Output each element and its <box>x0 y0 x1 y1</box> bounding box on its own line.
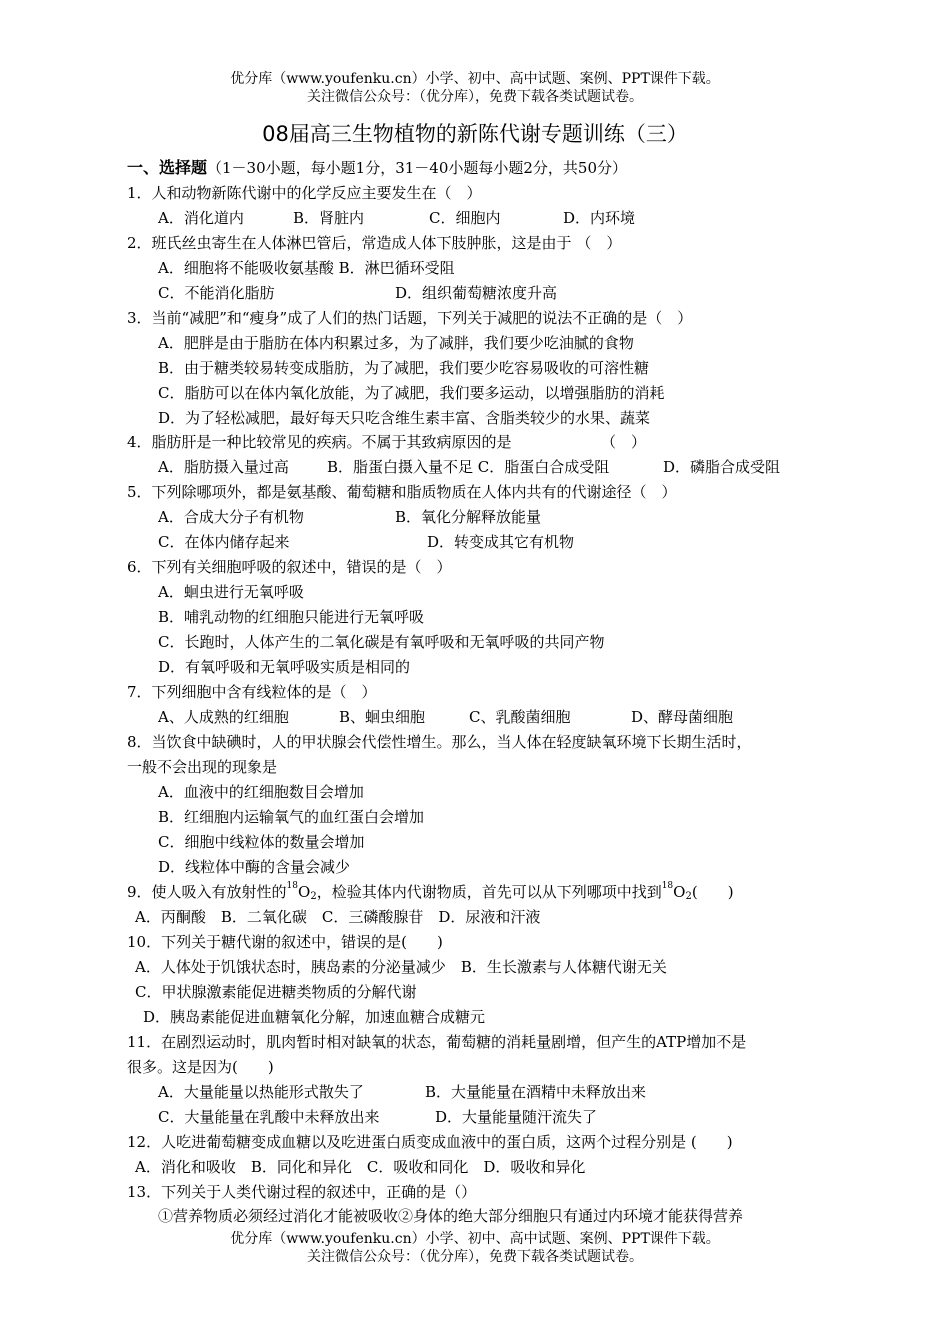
question-8-stem-1: 8．当饮食中缺碘时，人的甲状腺会代偿性增生。那么，当人体在轻度缺氧环境下长期生活时， <box>127 733 752 751</box>
q1-option-c: C．细胞内 <box>429 209 501 227</box>
footer-line-1: 优分库（www.youfenku.cn）小学、初中、高中试题、案例、PPT课件下载。 <box>230 1231 720 1247</box>
q13-statement-line: ①营养物质必须经过消化才能被吸收②身体的绝大部分细胞只有通过内环境才能获得营养 <box>158 1207 744 1225</box>
q3-option-c: C．脂肪可以在体内氧化放能，为了减肥，我们要多运动，以增强脂肪的消耗 <box>158 384 665 402</box>
footer-line-2: 关注微信公众号：（优分库），免费下载各类试题试卷。 <box>307 1249 643 1265</box>
question-2-options <box>127 283 927 303</box>
question-4-stem: 4．脂肪肝是一种比较常见的疾病。不属于其致病原因的是 <box>127 433 512 451</box>
q6-option-a: A．蛔虫进行无氧呼吸 <box>158 583 304 601</box>
question-5-stem: 5．下列除哪项外，都是氨基酸、葡萄糖和脂质物质在人体内共有的代谢途径（ ） <box>127 483 677 501</box>
question-9-stem <box>127 882 734 902</box>
q10-option-d: D．胰岛素能促进血糖氧化分解，加速血糖合成糖元 <box>143 1008 486 1026</box>
q10-option-ab: A．人体处于饥饿状态时，胰岛素的分泌量减少 B．生长激素与人体糖代谢无关 <box>135 958 667 976</box>
q2-option-ab: A．细胞将不能吸收氨基酸 B．淋巴循环受阻 <box>158 259 455 277</box>
question-7-stem: 7．下列细胞中含有线粒体的是（ ） <box>127 683 377 701</box>
question-11-stem-2: 很多。这是因为( ) <box>127 1058 274 1076</box>
q6-option-c: C．长跑时，人体产生的二氧化碳是有氧呼吸和无氧呼吸的共同产物 <box>158 633 605 651</box>
question-11-options-2 <box>127 1107 927 1127</box>
q7-option-b: B、蛔虫细胞 <box>339 708 426 726</box>
q8-option-a: A．血液中的红细胞数目会增加 <box>158 783 364 801</box>
question-2-stem: 2．班氏丝虫寄生在人体淋巴管后，常造成人体下肢肿胀，这是由于 （ ） <box>127 234 622 252</box>
q9-isotope-1: 18 <box>286 881 298 891</box>
question-4-stem-line <box>127 432 927 452</box>
q11-option-a: A．大量能量以热能形式散失了 <box>158 1083 364 1101</box>
question-6-stem: 6．下列有关细胞呼吸的叙述中，错误的是（ ） <box>127 558 452 576</box>
q6-option-d: D．有氧呼吸和无氧呼吸实质是相同的 <box>158 658 411 676</box>
q5-option-a: A．合成大分子有机物 <box>158 508 304 526</box>
q8-option-b: B．红细胞内运输氧气的血红蛋白会增加 <box>158 808 425 826</box>
q3-option-a: A．肥胖是由于脂肪在体内积累过多，为了减胖，我们要少吃油腻的食物 <box>158 334 634 352</box>
q6-option-b: B．哺乳动物的红细胞只能进行无氧呼吸 <box>158 608 425 626</box>
page-title: 08届高三生物植物的新陈代谢专题训练（三） <box>262 122 688 146</box>
q11-option-b: B．大量能量在酒精中未释放出来 <box>425 1083 647 1101</box>
q7-option-d: D、酵母菌细胞 <box>631 708 734 726</box>
question-12-stem: 12．人吃进葡萄糖变成血糖以及吃进蛋白质变成血液中的蛋白质，这两个过程分别是 ( ) <box>127 1133 733 1151</box>
question-5-options-1 <box>127 507 927 527</box>
q5-option-b: B．氧化分解释放能量 <box>395 508 542 526</box>
q9-isotope-2: 18 <box>661 881 674 891</box>
question-7-options <box>127 707 927 727</box>
question-11-options-1 <box>127 1082 927 1102</box>
q3-option-d: D．为了轻松减肥，最好每天只吃含维生素丰富、含脂类较少的水果、蔬菜 <box>158 409 651 427</box>
q4-answer-paren: （ ） <box>601 433 647 451</box>
q4-option-d: D．磷脂合成受阻 <box>663 458 781 476</box>
section-note: （1－30小题，每小题1分，31－40小题每小题2分，共50分） <box>207 159 627 177</box>
q7-option-a: A、人成熟的红细胞 <box>158 708 289 726</box>
q2-option-c: C．不能消化脂肪 <box>158 284 275 302</box>
q10-option-c: C．甲状腺激素能促进糖类物质的分解代谢 <box>135 983 417 1001</box>
q9-oxygen-1: O <box>298 883 311 901</box>
question-11-stem-1: 11．在剧烈运动时，肌肉暂时相对缺氧的状态，葡萄糖的消耗量剧增，但产生的ATP增加不是 <box>127 1033 747 1051</box>
q9-oxygen-2: O <box>673 883 686 901</box>
question-8-stem-2: 一般不会出现的现象是 <box>127 758 278 776</box>
q9-subscript-2: 2 <box>685 891 692 902</box>
q8-option-c: C．细胞中线粒体的数量会增加 <box>158 833 365 851</box>
q9-stem-post: ( ) <box>691 883 734 901</box>
question-1-stem: 1．人和动物新陈代谢中的化学反应主要发生在（ ） <box>127 184 482 202</box>
header-line-1: 优分库（www.youfenku.cn）小学、初中、高中试题、案例、PPT课件下载。 <box>230 71 720 87</box>
q4-option-bc: B．脂蛋白摄入量不足 C．脂蛋白合成受阻 <box>327 458 610 476</box>
q9-stem-pre: 9．使人吸入有放射性的 <box>127 883 287 901</box>
q3-option-b: B．由于糖类较易转变成脂肪，为了减肥，我们要少吃容易吸收的可溶性糖 <box>158 359 650 377</box>
question-5-options-2 <box>127 532 927 552</box>
q2-option-d: D．组织葡萄糖浓度升高 <box>395 284 558 302</box>
question-13-stem: 13．下列关于人类代谢过程的叙述中，正确的是（） <box>127 1183 477 1201</box>
q1-option-a: A．消化道内 <box>158 209 244 227</box>
q8-option-d: D．线粒体中酶的含量会减少 <box>158 858 351 876</box>
q1-option-b: B．肾脏内 <box>293 209 365 227</box>
q1-option-d: D．内环境 <box>563 209 636 227</box>
q11-option-d: D．大量能量随汗流失了 <box>435 1108 598 1126</box>
q7-option-c: C、乳酸菌细胞 <box>469 708 571 726</box>
q9-options: A．丙酮酸 B．二氧化碳 C．三磷酸腺苷 D．尿液和汗液 <box>135 908 541 926</box>
q5-option-d: D．转变成其它有机物 <box>427 533 575 551</box>
question-4-options <box>127 457 927 477</box>
q12-options: A．消化和吸收 B．同化和异化 C．吸收和同化 D．吸收和异化 <box>135 1158 586 1176</box>
q9-stem-mid: ，检验其体内代谢物质，首先可以从下列哪项中找到 <box>316 883 662 901</box>
q11-option-c: C．大量能量在乳酸中未释放出来 <box>158 1108 380 1126</box>
section-title: 一、选择题 <box>127 158 208 177</box>
question-3-stem: 3．当前“减肥”和“瘦身”成了人们的热门话题，下列关于减肥的说法不正确的是（ ） <box>127 309 693 327</box>
section-heading <box>127 158 627 178</box>
question-10-stem: 10．下列关于糖代谢的叙述中，错误的是( ) <box>127 933 443 951</box>
q9-subscript-1: 2 <box>310 891 317 902</box>
question-1-options <box>127 208 927 228</box>
q4-option-a: A．脂肪摄入量过高 <box>158 458 289 476</box>
q5-option-c: C．在体内储存起来 <box>158 533 290 551</box>
header-line-2: 关注微信公众号：（优分库），免费下载各类试题试卷。 <box>307 89 643 105</box>
